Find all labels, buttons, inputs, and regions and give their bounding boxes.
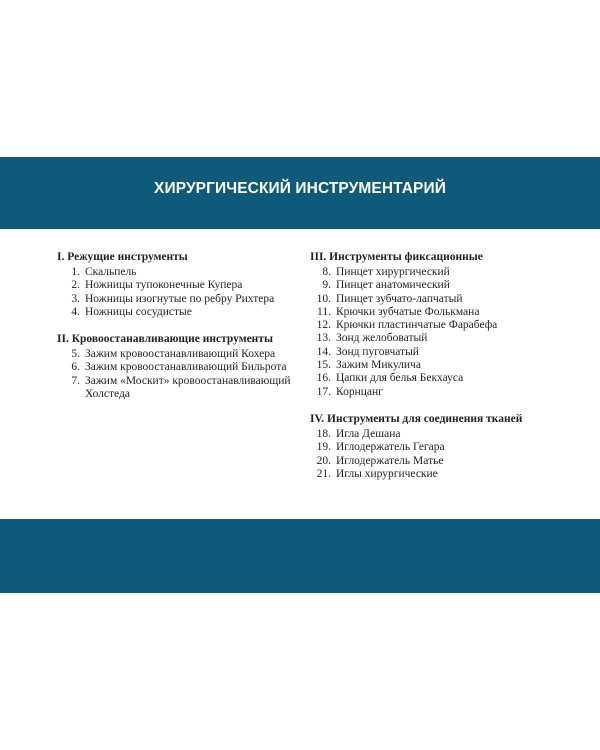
list-item (310, 441, 560, 454)
item-number: 14. (316, 345, 331, 358)
page-title: ХИРУРГИЧЕСКИЙ ИНСТРУМЕНТАРИЙ (154, 180, 446, 197)
list-item (310, 266, 560, 279)
list-item (310, 346, 560, 359)
item-text: Игла Дешана (336, 427, 401, 440)
item-text: Зажим Микулича (336, 359, 421, 372)
item-text: Иглы хирургические (336, 467, 438, 480)
item-number: 17. (316, 385, 331, 398)
item-number: 10. (316, 292, 331, 305)
item-text: Скальпель (85, 266, 137, 278)
list-item (310, 319, 560, 332)
item-number: 15. (316, 359, 331, 372)
item-number: 16. (316, 372, 331, 385)
item-text: Зонд желобоватый (336, 332, 428, 345)
item-text: Иглодержатель Матье (336, 454, 444, 467)
section-cutting (57, 250, 297, 319)
item-number: 4. (71, 305, 80, 318)
section-title: II. Кровоостанавливающие инструменты (57, 333, 273, 346)
item-text: Ножницы изогнутые по ребру Рихтера (85, 292, 275, 305)
item-list (310, 428, 560, 481)
list-item (310, 428, 560, 441)
right-column (310, 250, 560, 494)
item-list (57, 348, 297, 401)
header-band (0, 157, 600, 229)
section-title: III. Инструменты фиксационные (310, 251, 483, 263)
list-item (310, 359, 560, 372)
list-item (57, 306, 297, 319)
item-list (310, 266, 560, 399)
item-text: Крючки пластинчатые Фарабефа (336, 319, 498, 332)
list-item (310, 293, 560, 306)
list-item (310, 279, 560, 292)
item-text: Зажим кровоостанавливающий Бильрота (85, 361, 287, 374)
section-tissue-joining (310, 412, 560, 481)
list-item (310, 332, 560, 345)
list-item (57, 279, 297, 292)
item-number: 6. (71, 361, 80, 374)
item-number: 3. (71, 292, 80, 305)
item-text: Корнцанг (336, 385, 383, 398)
list-item (310, 372, 560, 385)
item-text: Пинцет анатомический (336, 279, 450, 292)
list-item (57, 361, 297, 374)
item-number: 12. (316, 319, 331, 332)
item-list (57, 266, 297, 319)
footer-band (0, 519, 600, 593)
item-number: 5. (71, 348, 80, 361)
item-number: 2. (71, 279, 80, 292)
item-number: 18. (316, 427, 331, 440)
item-number: 20. (316, 454, 331, 467)
item-text: Цапки для белья Бекхауса (336, 372, 464, 385)
item-number: 8. (322, 266, 331, 278)
item-text: Зонд пуговчатый (336, 345, 419, 358)
section-hemostatic (57, 332, 297, 401)
item-number: 9. (322, 279, 331, 292)
item-number: 13. (316, 332, 331, 345)
item-number: 21. (316, 467, 331, 480)
list-item (57, 266, 297, 279)
list-item (57, 348, 297, 361)
list-item (57, 293, 297, 306)
item-text: Зажим «Москит» кровоостанавливающий Холстеда (85, 374, 291, 401)
item-text: Крючки зубчатые Фолькмана (336, 305, 480, 318)
section-title: IV. Инструменты для соединения тканей (310, 412, 523, 425)
item-number: 19. (316, 441, 331, 454)
item-text: Ножницы тупоконечные Купера (85, 279, 243, 292)
item-number: 7. (71, 374, 80, 387)
item-number: 1. (71, 266, 80, 278)
list-item (310, 468, 560, 481)
item-text: Пинцет зубчато-лапчатый (336, 292, 463, 305)
item-text: Пинцет хирургический (336, 266, 450, 278)
section-title: I. Режущие инструменты (57, 251, 188, 263)
item-text: Зажим кровоостанавливающий Кохера (85, 348, 276, 361)
section-fixation (310, 250, 560, 399)
left-column (57, 250, 297, 414)
list-item (57, 375, 297, 402)
list-item (310, 306, 560, 319)
list-item (310, 455, 560, 468)
item-text: Ножницы сосудистые (85, 305, 192, 318)
list-item (310, 386, 560, 399)
item-number: 11. (317, 305, 331, 318)
item-text: Иглодержатель Гегара (336, 441, 445, 454)
